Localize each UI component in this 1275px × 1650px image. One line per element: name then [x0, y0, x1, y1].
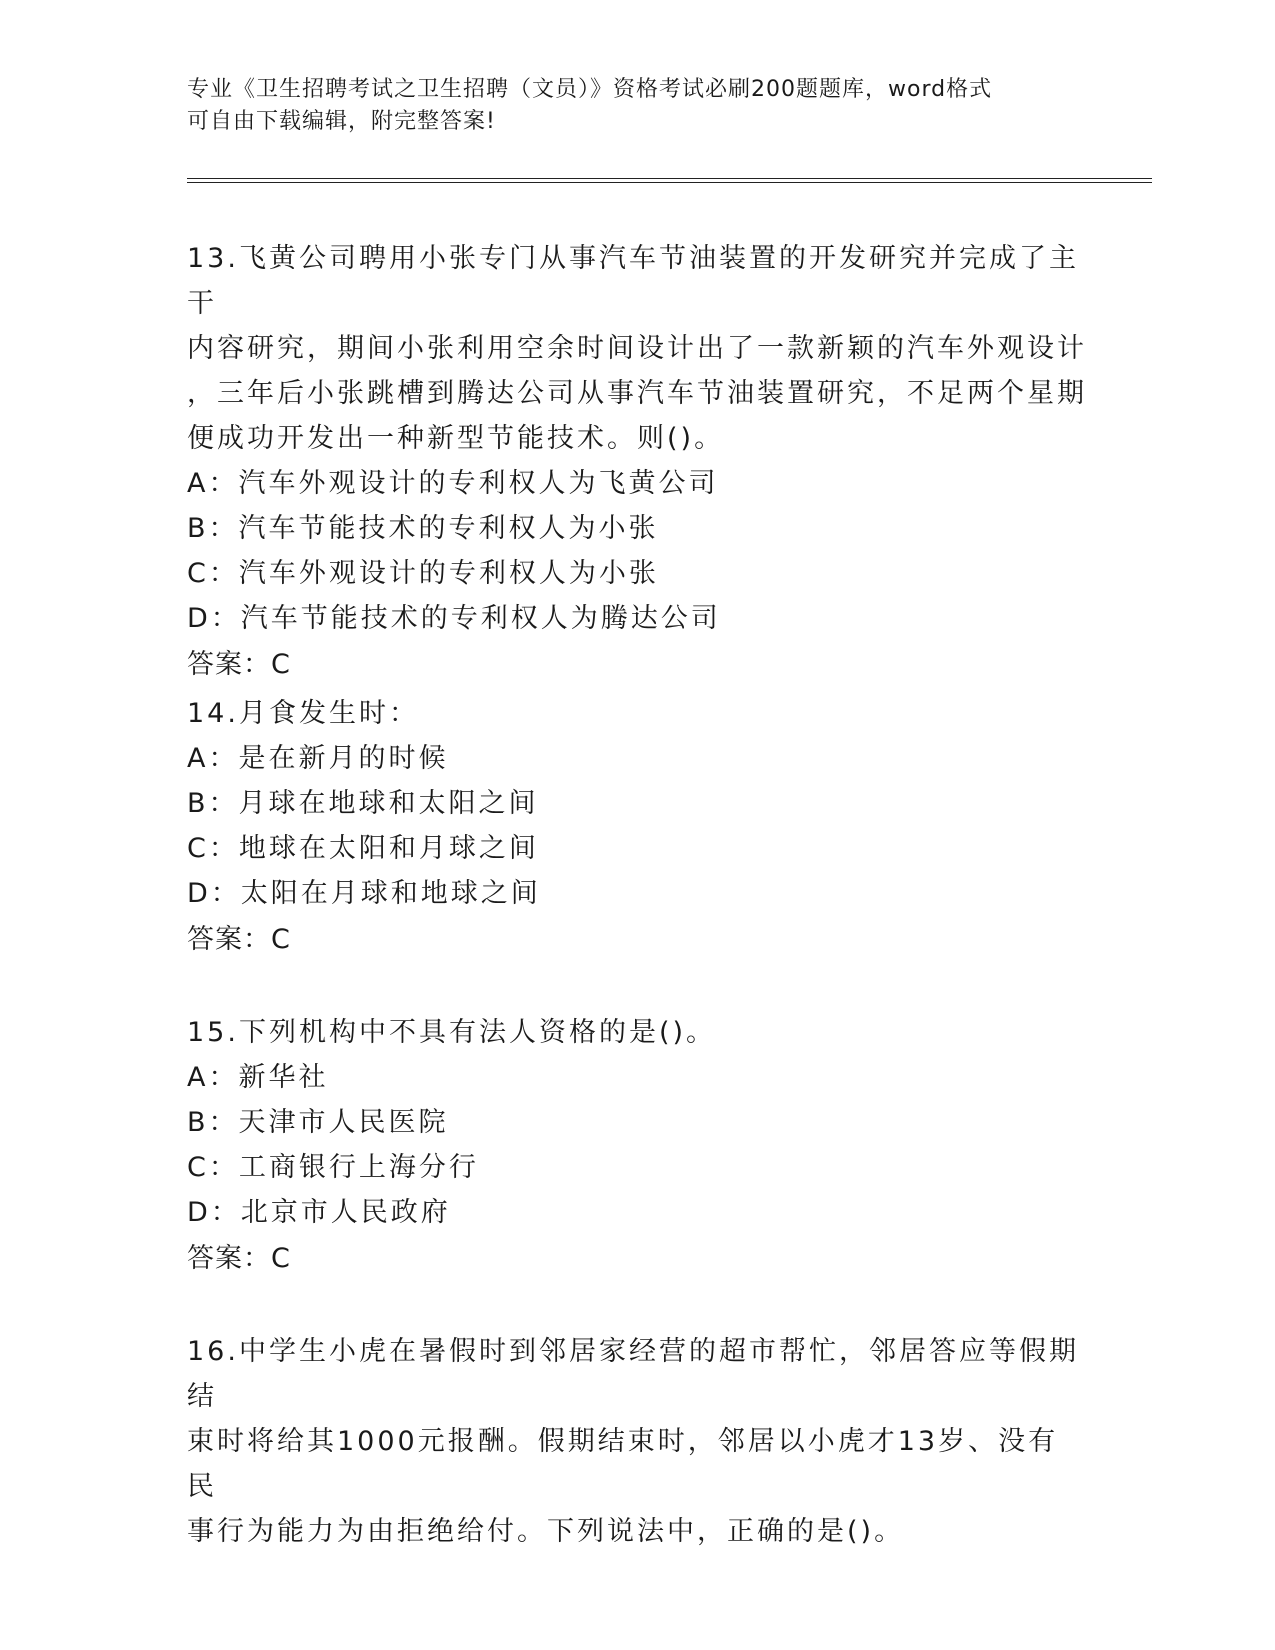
option-d: D：汽车节能技术的专利权人为腾达公司: [187, 603, 721, 634]
header-rule-top: [187, 178, 1152, 179]
question-stem-line: 束时将给其1000元报酬。假期结束时，邻居以小虎才13岁、没有民: [187, 1426, 1059, 1502]
question-stem-line: 内容研究，期间小张利用空余时间设计出了一款新颖的汽车外观设计: [187, 333, 1087, 364]
option-c: C：汽车外观设计的专利权人为小张: [187, 558, 659, 589]
question-13: [187, 236, 1087, 689]
answer-label: 答案：C: [187, 649, 291, 680]
option-d: D：太阳在月球和地球之间: [187, 878, 541, 909]
question-14: [187, 691, 1087, 964]
question-15: [187, 1010, 1087, 1283]
question-stem-line: 15.下列机构中不具有法人资格的是()。: [187, 1017, 717, 1048]
option-c: C：工商银行上海分行: [187, 1152, 479, 1183]
header-line-1: 专业《卫生招聘考试之卫生招聘（文员）》资格考试必刷200题题库，word格式: [187, 77, 993, 102]
option-a: A：汽车外观设计的专利权人为飞黄公司: [187, 468, 719, 499]
document-header: [187, 74, 1087, 138]
question-stem-line: 16.中学生小虎在暑假时到邻居家经营的超市帮忙，邻居答应等假期结: [187, 1336, 1079, 1412]
option-d: D：北京市人民政府: [187, 1197, 451, 1228]
option-a: A：是在新月的时候: [187, 743, 449, 774]
option-b: B：汽车节能技术的专利权人为小张: [187, 513, 659, 544]
option-b: B：月球在地球和太阳之间: [187, 788, 539, 819]
question-stem-line: ，三年后小张跳槽到腾达公司从事汽车节油装置研究，不足两个星期: [187, 378, 1087, 409]
option-a: A：新华社: [187, 1062, 329, 1093]
answer-label: 答案：C: [187, 924, 291, 955]
option-b: B：天津市人民医院: [187, 1107, 449, 1138]
question-stem-line: 事行为能力为由拒绝给付。下列说法中，正确的是()。: [187, 1516, 905, 1547]
option-c: C：地球在太阳和月球之间: [187, 833, 539, 864]
question-stem-line: 13.飞黄公司聘用小张专门从事汽车节油装置的开发研究并完成了主干: [187, 243, 1079, 319]
answer-label: 答案：C: [187, 1243, 291, 1274]
question-stem-line: 便成功开发出一种新型节能技术。则()。: [187, 423, 725, 454]
header-line-2: 可自由下载编辑，附完整答案!: [187, 109, 496, 134]
question-stem-line: 14.月食发生时：: [187, 698, 419, 729]
header-rule-bottom: [187, 182, 1152, 183]
question-16: [187, 1329, 1087, 1554]
